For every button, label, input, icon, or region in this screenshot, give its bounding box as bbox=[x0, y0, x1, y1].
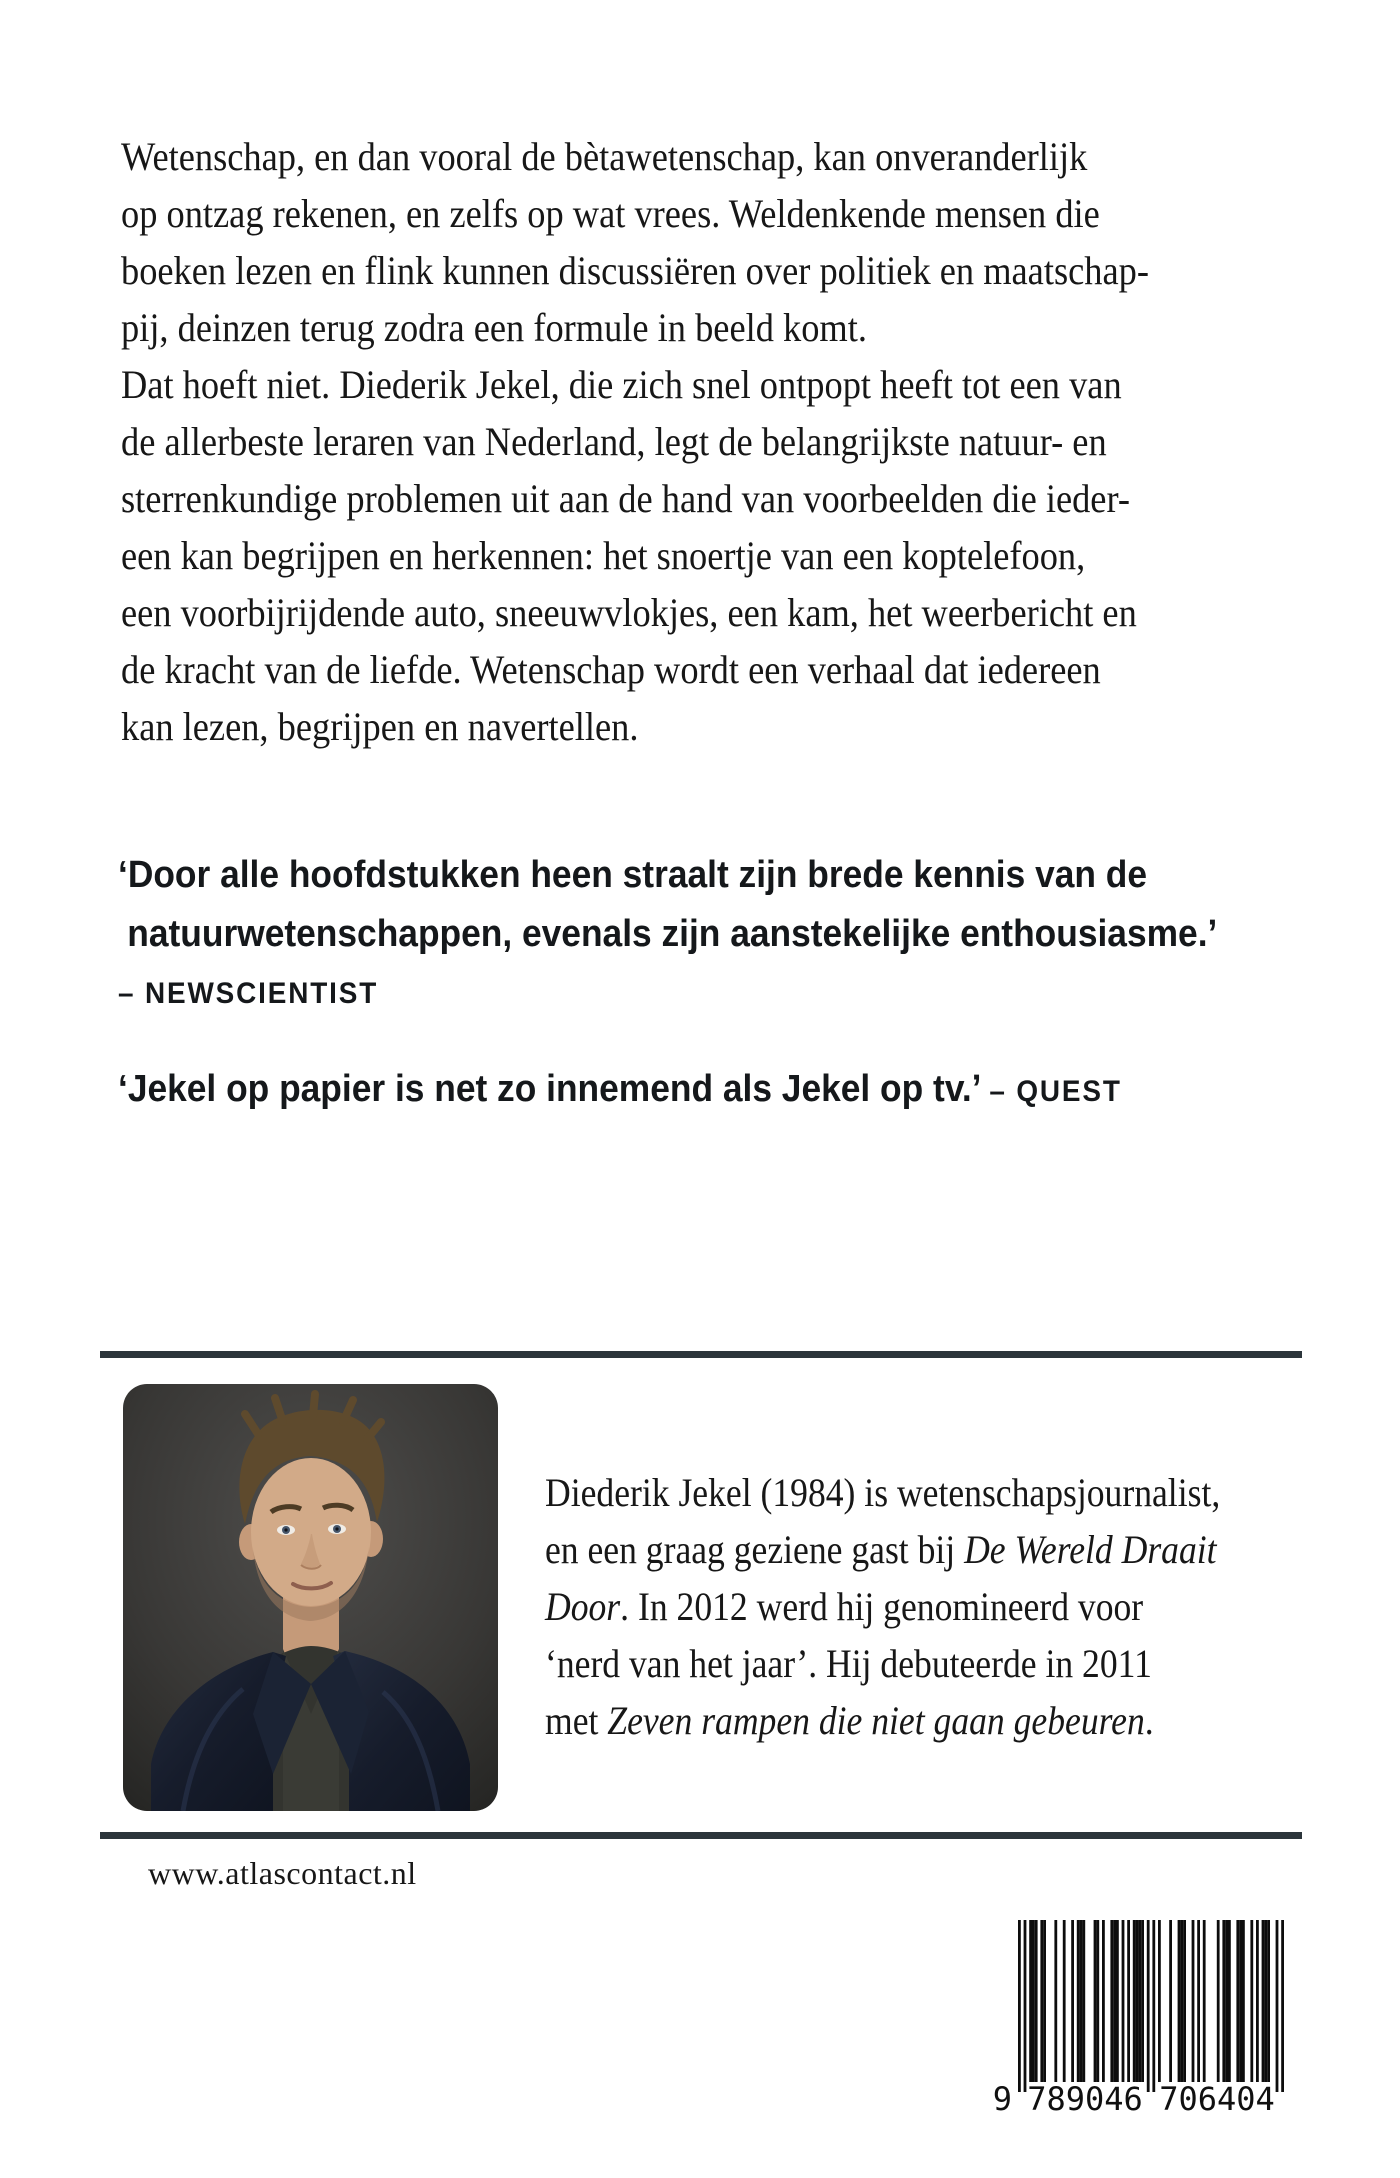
isbn-barcode bbox=[992, 1920, 1318, 2135]
barcode-bars bbox=[1018, 1920, 1284, 2092]
barcode-digits-right: 706404 bbox=[1159, 2080, 1275, 2118]
blurb-line: een voorbijrijdende auto, sneeuwvlokjes, een kam, het weerbericht en bbox=[121, 590, 1137, 635]
author-photo bbox=[123, 1384, 498, 1811]
quote-attribution: – NEWSCIENTIST bbox=[118, 977, 379, 1010]
bio-line: ‘nerd van het jaar’. Hij debuteerde in 2011 bbox=[545, 1641, 1152, 1686]
bio-line: Door. In 2012 werd hij genomineerd voor bbox=[545, 1584, 1144, 1629]
barcode-digit-first: 9 bbox=[992, 2080, 1012, 2118]
press-quote-newscientist bbox=[118, 846, 1217, 1023]
blurb-line: Dat hoeft niet. Diederik Jekel, die zich snel ontpopt heeft tot een van bbox=[121, 362, 1122, 407]
quote-attribution: – QUEST bbox=[989, 1075, 1122, 1108]
blurb-line: pij, deinzen terug zodra een formule in beeld komt. bbox=[121, 305, 867, 350]
divider-rule-top bbox=[100, 1351, 1302, 1358]
blurb-line: sterrenkundige problemen uit aan de hand van voorbeelden die ieder- bbox=[121, 476, 1130, 521]
quote-line: natuurwetenschappen, evenals zijn aanstekelijke enthousiasme.’ bbox=[127, 913, 1218, 955]
blurb-line: Wetenschap, en dan vooral de bètawetenschap, kan onveranderlijk bbox=[121, 134, 1088, 179]
quote-line: ‘Door alle hoofdstukken heen straalt zijn brede kennis van de bbox=[118, 854, 1148, 896]
press-quote-quest bbox=[118, 1060, 1122, 1121]
bio-line: Diederik Jekel (1984) is wetenschapsjournalist, bbox=[545, 1470, 1221, 1515]
blurb-paragraph bbox=[121, 128, 1149, 755]
book-title-italic: Door bbox=[545, 1584, 621, 1629]
author-bio bbox=[545, 1464, 1220, 1749]
blurb-line: kan lezen, begrijpen en navertellen. bbox=[121, 704, 639, 749]
blurb-line: boeken lezen en flink kunnen discussiëren over politiek en maatschap- bbox=[121, 248, 1149, 293]
blurb-line: op ontzag rekenen, en zelfs op wat vrees. Weldenkende mensen die bbox=[121, 191, 1100, 236]
barcode-digits-left: 789046 bbox=[1027, 2080, 1143, 2118]
blurb-line: een kan begrijpen en herkennen: het snoertje van een koptelefoon, bbox=[121, 533, 1086, 578]
bio-line: en een graag geziene gast bij De Wereld Draait bbox=[545, 1527, 1217, 1572]
blurb-line: de allerbeste leraren van Nederland, legt de belangrijkste natuur- en bbox=[121, 419, 1107, 464]
book-title-italic: De Wereld Draait bbox=[964, 1527, 1217, 1572]
divider-rule-bottom bbox=[100, 1832, 1302, 1839]
blurb-line: de kracht van de liefde. Wetenschap wordt een verhaal dat iedereen bbox=[121, 647, 1101, 692]
author-portrait-graphic bbox=[123, 1384, 498, 1811]
book-title-italic: Zeven rampen die niet gaan gebeuren bbox=[607, 1698, 1145, 1743]
bio-line: met Zeven rampen die niet gaan gebeuren. bbox=[545, 1698, 1154, 1743]
publisher-website: www.atlascontact.nl bbox=[148, 1855, 417, 1891]
quote-text: ‘Jekel op papier is net zo innemend als Jekel op tv.’ bbox=[118, 1068, 990, 1110]
